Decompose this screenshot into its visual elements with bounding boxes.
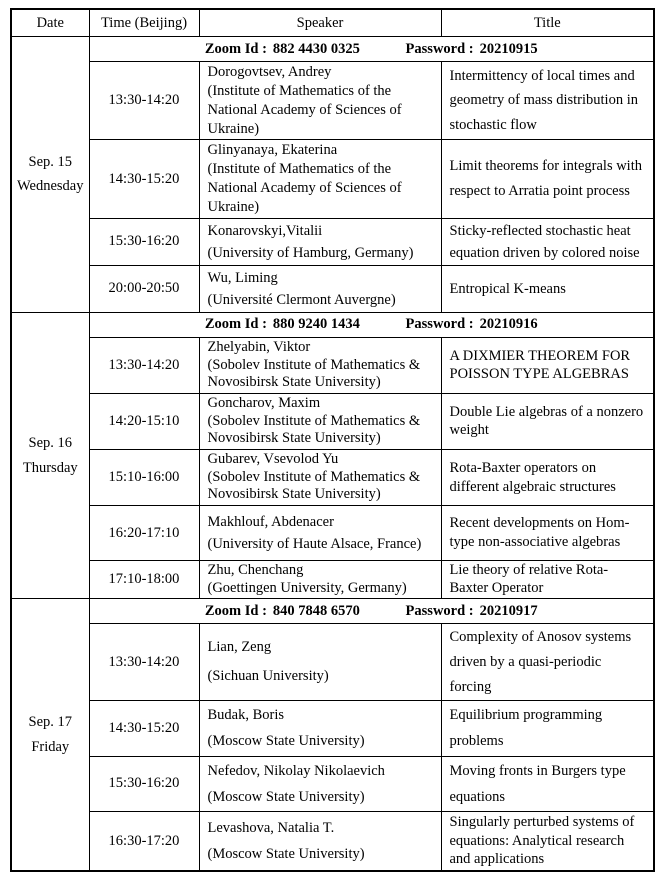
speaker-name: Goncharov, Maxim <box>207 394 321 411</box>
weekday-text: Wednesday <box>17 178 84 195</box>
session-row <box>11 218 654 265</box>
speaker-name: Glinyanaya, Ekaterina <box>207 142 338 159</box>
speaker-cell <box>199 265 441 312</box>
session-row <box>11 62 654 140</box>
speaker-affiliation: (Institute of Mathematics of the National Academy of Sciences of Ukraine) <box>207 82 402 137</box>
session-row <box>11 140 654 218</box>
date-text: Sep. 15 <box>28 153 72 170</box>
header-date: Date <box>11 9 89 37</box>
talk-title: Equilibrium programming problems <box>441 701 654 756</box>
talk-title: Double Lie algebras of a nonzero weight <box>441 393 654 449</box>
speaker-affiliation: (Moscow State University) <box>207 788 365 805</box>
session-row <box>11 624 654 701</box>
password-value: 20210916 <box>479 316 538 333</box>
speaker-affiliation: (Sichuan University) <box>207 668 329 685</box>
speaker-cell <box>199 62 441 140</box>
header-row <box>11 9 654 37</box>
date-cell-sep15 <box>11 37 89 313</box>
speaker-name: Zhelyabin, Viktor <box>207 338 311 355</box>
zoom-credentials <box>89 599 654 624</box>
speaker-name: Nefedov, Nikolay Nikolaevich <box>207 762 385 779</box>
speaker-name: Levashova, Natalia T. <box>207 819 335 836</box>
date-cell-sep17 <box>11 599 89 871</box>
header-title: Title <box>441 9 654 37</box>
time-cell: 15:10-16:00 <box>89 450 199 506</box>
talk-title: Singularly perturbed systems of equations: Analytical research and applications <box>441 811 654 871</box>
session-row <box>11 811 654 871</box>
talk-title: Recent developments on Hom-type non-associative algebras <box>441 506 654 561</box>
speaker-cell <box>199 393 441 449</box>
speaker-name: Lian, Zeng <box>207 638 272 655</box>
time-cell: 14:20-15:10 <box>89 393 199 449</box>
time-cell: 14:30-15:20 <box>89 701 199 756</box>
session-row <box>11 265 654 312</box>
speaker-name: Gubarev, Vsevolod Yu <box>207 451 339 467</box>
zoom-id-value: 882 4430 0325 <box>272 40 360 57</box>
date-text: Sep. 17 <box>28 714 72 731</box>
talk-title: Intermittency of local times and geometry of mass distribution in stochastic flow <box>441 62 654 140</box>
time-cell: 14:30-15:20 <box>89 140 199 218</box>
speaker-cell <box>199 450 441 506</box>
speaker-cell <box>199 756 441 811</box>
header-time: Time (Beijing) <box>89 9 199 37</box>
speaker-name: Zhu, Chenchang <box>207 562 304 579</box>
zoom-info-row <box>11 312 654 337</box>
zoom-credentials <box>89 312 654 337</box>
zoom-id-label: Zoom Id : <box>204 602 267 619</box>
speaker-affiliation: (Sobolev Institute of Mathematics & Novosibirsk State University) <box>207 468 421 503</box>
speaker-name: Makhlouf, Abdenacer <box>207 514 334 531</box>
header-speaker: Speaker <box>199 9 441 37</box>
speaker-name: Konarovskyi,Vitalii <box>207 222 323 239</box>
speaker-name: Dorogovtsev, Andrey <box>207 64 332 80</box>
speaker-name: Budak, Boris <box>207 707 285 724</box>
password-value: 20210915 <box>479 40 538 57</box>
session-row <box>11 506 654 561</box>
speaker-cell <box>199 701 441 756</box>
talk-title: Complexity of Anosov systems driven by a quasi-periodic forcing <box>441 624 654 701</box>
speaker-cell <box>199 218 441 265</box>
speaker-cell <box>199 624 441 701</box>
speaker-affiliation: (Goettingen University, Germany) <box>207 579 407 596</box>
date-cell-sep16 <box>11 312 89 599</box>
time-cell: 15:30-16:20 <box>89 756 199 811</box>
zoom-id-value: 880 9240 1434 <box>272 316 360 333</box>
zoom-info-row <box>11 599 654 624</box>
speaker-affiliation: (University of Haute Alsace, France) <box>207 536 422 553</box>
password-label: Password : <box>405 602 474 619</box>
speaker-affiliation: (Moscow State University) <box>207 733 365 750</box>
time-cell: 20:00-20:50 <box>89 265 199 312</box>
time-cell: 13:30-14:20 <box>89 62 199 140</box>
conference-schedule-table <box>10 8 655 872</box>
speaker-cell <box>199 561 441 599</box>
talk-title: Entropical K-means <box>441 265 654 312</box>
password-label: Password : <box>405 316 474 333</box>
time-cell: 16:30-17:20 <box>89 811 199 871</box>
speaker-cell <box>199 337 441 393</box>
speaker-affiliation: (Institute of Mathematics of the National Academy of Sciences of Ukraine) <box>207 161 402 215</box>
time-cell: 17:10-18:00 <box>89 561 199 599</box>
zoom-id-label: Zoom Id : <box>204 316 267 333</box>
password-value: 20210917 <box>479 602 538 619</box>
weekday-text: Thursday <box>22 459 78 476</box>
weekday-text: Friday <box>31 738 70 755</box>
speaker-cell <box>199 506 441 561</box>
time-cell: 13:30-14:20 <box>89 337 199 393</box>
speaker-affiliation: (Sobolev Institute of Mathematics & Novosibirsk State University) <box>207 412 421 447</box>
date-text: Sep. 16 <box>28 435 72 452</box>
session-row <box>11 337 654 393</box>
speaker-name: Wu, Liming <box>207 269 278 286</box>
talk-title: Rota-Baxter operators on different algebraic structures <box>441 450 654 506</box>
session-row <box>11 701 654 756</box>
password-label: Password : <box>405 40 474 57</box>
zoom-id-label: Zoom Id : <box>204 40 267 57</box>
talk-title: Lie theory of relative Rota-Baxter Operator <box>441 561 654 599</box>
talk-title: Limit theorems for integrals with respect to Arratia point process <box>441 140 654 218</box>
zoom-id-value: 840 7848 6570 <box>272 602 360 619</box>
session-row <box>11 393 654 449</box>
zoom-credentials <box>89 37 654 62</box>
time-cell: 15:30-16:20 <box>89 218 199 265</box>
talk-title: Moving fronts in Burgers type equations <box>441 756 654 811</box>
speaker-affiliation: (University of Hamburg, Germany) <box>207 244 414 261</box>
time-cell: 16:20-17:10 <box>89 506 199 561</box>
speaker-affiliation: (Sobolev Institute of Mathematics & Novosibirsk State University) <box>207 356 421 391</box>
talk-title: Sticky-reflected stochastic heat equation driven by colored noise <box>441 218 654 265</box>
session-row <box>11 450 654 506</box>
speaker-affiliation: (Université Clermont Auvergne) <box>207 291 396 308</box>
speaker-cell <box>199 140 441 218</box>
session-row <box>11 561 654 599</box>
talk-title: A DIXMIER THEOREM FOR POISSON TYPE ALGEBRAS <box>441 337 654 393</box>
session-row <box>11 756 654 811</box>
speaker-affiliation: (Moscow State University) <box>207 846 365 862</box>
speaker-cell <box>199 811 441 871</box>
zoom-info-row <box>11 37 654 62</box>
time-cell: 13:30-14:20 <box>89 624 199 701</box>
